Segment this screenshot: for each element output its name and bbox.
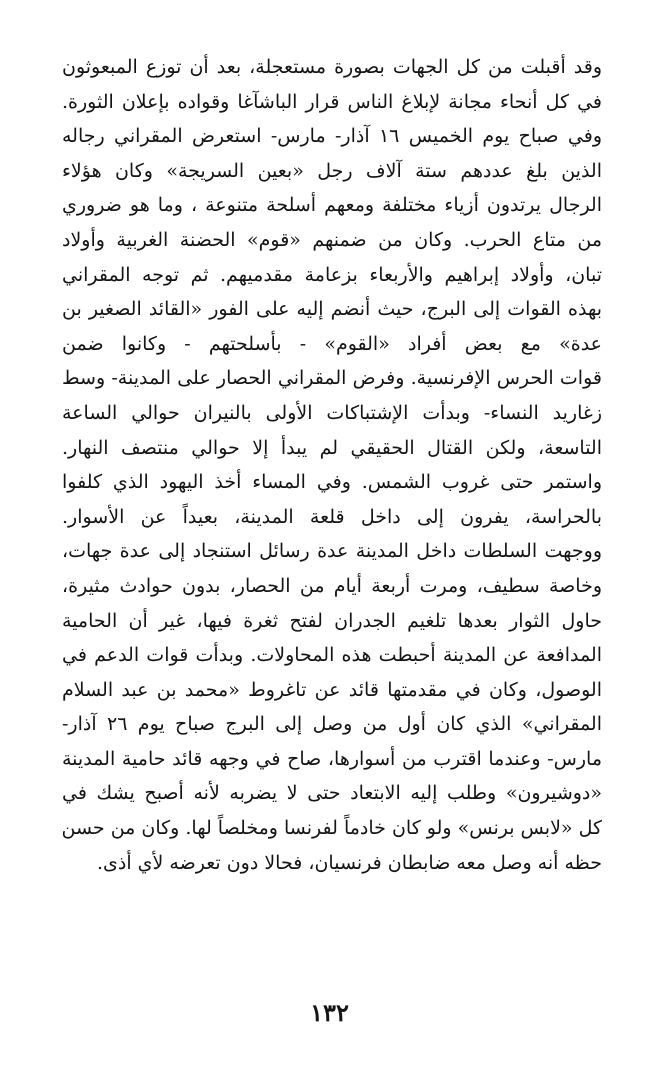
text-line: عدة» مع بعض أفراد «القوم» - بأسلحتهم - وكانوا ضمن: [62, 332, 602, 355]
text-line: حظه أنه وصل معه ضابطان فرنسيان، فحالا دون تعرضه لأي أذى.: [96, 851, 602, 874]
text-line: في كل أنحاء مجانة لإبلاغ الناس قرار الباشآغا وقواده بإعلان الثورة.: [62, 90, 602, 113]
body-text: [62, 50, 602, 880]
text-line: بهذه القوات إلى البرج، حيث أنضم إليه على الفور «القائد الصغير بن: [62, 298, 602, 321]
text-line: كل «لابس برنس» ولو كان خادماً لفرنسا ومخلصاً لها. وكان من حسن: [62, 817, 602, 840]
text-line: المقراني» الذي كان أول من وصل إلى البرج صباح يوم ٢٦ آذار-: [62, 713, 602, 736]
text-line: التاسعة، ولكن القتال الحقيقي لم يبدأ إلا حوالي منتصف النهار.: [62, 436, 602, 459]
text-line: من متاع الحرب. وكان من ضمنهم «قوم» الحضنة الغربية وأولاد: [62, 228, 602, 251]
text-line: الرجال يرتدون أزياء مختلفة ومعهم أسلحة متنوعة ، وما هو ضروري: [62, 194, 602, 217]
text-line: قوات الحرس الإفرنسية. وفرض المقراني الحصار على المدينة- وسط: [62, 367, 602, 390]
page-number: ١٣٢: [310, 998, 349, 1027]
text-line: وفي صباح يوم الخميس ١٦ آذار- مارس- استعرض المقراني رجاله: [62, 125, 602, 148]
text-line: وخاصة سطيف، ومرت أربعة أيام من الحصار، بدون حوادث مثيرة،: [62, 574, 602, 597]
text-line: المدافعة عن المدينة أحبطت هذه المحاولات. وبدأت قوات الدعم في: [62, 644, 602, 667]
text-line: الوصول، وكان في مقدمتها قائد عن تاغروط «محمد بن عبد السلام: [62, 678, 602, 701]
text-line: مارس- وعندما اقترب من أسوارها، صاح في وجهه قائد حامية المدينة: [62, 747, 602, 770]
text-line: زغاريد النساء- وبدأت الإشتباكات الأولى بالنيران حوالي الساعة: [62, 401, 602, 424]
text-line: الذين بلغ عددهم ستة آلاف رجل «بعين السريجة» وكان هؤلاء: [62, 159, 602, 182]
text-line: ووجهت السلطات داخل المدينة عدة رسائل استنجاد إلى عدة جهات،: [62, 540, 602, 563]
text-line: «دوشيرون» وطلب إليه الابتعاد حتى لا يضربه لأنه أصبح يشك في: [62, 782, 602, 805]
text-line: تبان، وأولاد إبراهيم والأربعاء بزعامة مقدميهم. ثم توجه المقراني: [62, 263, 602, 286]
text-line: واستمر حتى غروب الشمس. وفي المساء أخذ اليهود الذي كلفوا: [62, 471, 602, 494]
text-line: بالحراسة، يفرون إلى داخل قلعة المدينة، بعيداً عن الأسوار.: [62, 505, 602, 528]
text-line: وقد أقبلت من كل الجهات بصورة مستعجلة، بعد أن توزع المبعوثون: [62, 56, 602, 78]
text-line: حاول الثوار بعدها تلغيم الجدران لفتح ثغرة فيها، غير أن الحامية: [62, 609, 602, 632]
